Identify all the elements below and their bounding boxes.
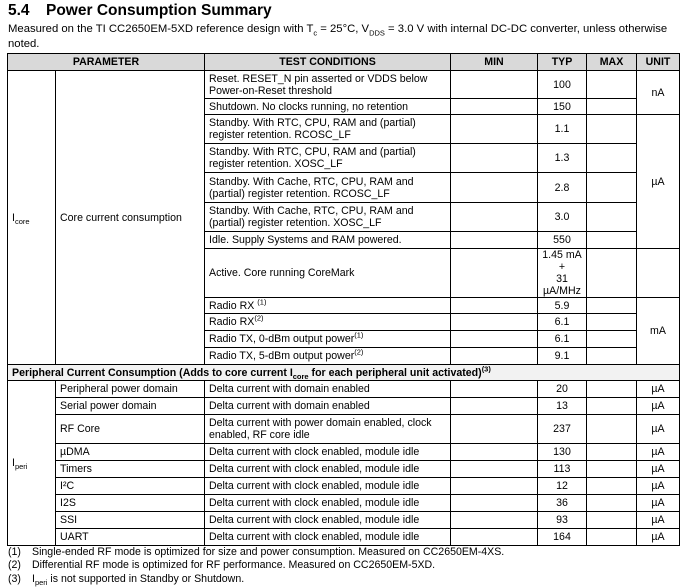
min-value (451, 173, 538, 203)
peripheral-name: I²C (56, 478, 205, 495)
typ-value: 130 (538, 444, 587, 461)
footnote (8, 546, 504, 559)
footnote-text: is not supported in Standby or Shutdown. (47, 572, 245, 585)
min-value (451, 415, 538, 444)
typ-value: 5.9 (538, 298, 587, 314)
cond-text: Radio RX (209, 316, 255, 328)
min-value (451, 203, 538, 232)
footnote-mark: (1) (8, 546, 21, 558)
peripheral-subheading (8, 365, 680, 381)
footnote-ref: (3) (481, 364, 491, 373)
test-condition: Delta current with domain enabled (205, 381, 451, 398)
unit-cell: µA (637, 478, 680, 495)
subheading-text-b: for each peripheral unit activated) (308, 366, 482, 379)
min-value (451, 144, 538, 173)
min-value (451, 249, 538, 298)
core-symbol-sub: core (14, 216, 30, 226)
typ-value: 9.1 (538, 348, 587, 365)
header-max: MAX (587, 54, 637, 71)
intro-sub-1: c (313, 28, 318, 38)
unit-cell: µA (637, 398, 680, 415)
max-value (587, 381, 637, 398)
cond-text: Radio TX, 0-dBm output power (209, 333, 355, 345)
max-value (587, 529, 637, 546)
table-row (8, 381, 680, 398)
header-unit: UNIT (637, 54, 680, 71)
max-value (587, 512, 637, 529)
min-value (451, 512, 538, 529)
max-value (587, 495, 637, 512)
peripheral-name: µDMA (56, 444, 205, 461)
max-value (587, 444, 637, 461)
max-value (587, 415, 637, 444)
unit-cell: µA (637, 495, 680, 512)
header-typ: TYP (538, 54, 587, 71)
max-value (587, 461, 637, 478)
table-row (8, 415, 680, 444)
test-condition: Delta current with clock enabled, module idle (205, 495, 451, 512)
core-symbol (8, 71, 56, 365)
peripheral-name: RF Core (56, 415, 205, 444)
footnote-ref: (1) (257, 297, 267, 306)
unit-cell: µA (637, 115, 680, 249)
max-value (587, 99, 637, 115)
table-row (8, 529, 680, 546)
table-row (8, 444, 680, 461)
subheading-text-a: Peripheral Current Consumption (Adds to core current I (12, 366, 293, 379)
max-value (587, 331, 637, 348)
test-condition: Delta current with clock enabled, module idle (205, 512, 451, 529)
max-value (587, 144, 637, 173)
table-row (8, 71, 680, 99)
footnote-text: Differential RF mode is optimized for RF performance. Measured on CC2650EM-5XD. (32, 559, 436, 572)
min-value (451, 115, 538, 144)
cond-text: Radio RX (209, 299, 258, 312)
intro-text-3: = 3.0 V with internal DC-DC converter, unless otherwise noted. (8, 23, 668, 50)
max-value (587, 398, 637, 415)
unit-cell: µA (637, 444, 680, 461)
typ-value: 550 (538, 232, 587, 249)
typ-value: 36 (538, 495, 587, 512)
min-value (451, 71, 538, 99)
test-condition: Active. Core running CoreMark (205, 249, 451, 298)
min-value (451, 478, 538, 495)
test-condition: Delta current with clock enabled, module idle (205, 478, 451, 495)
typ-value: 164 (538, 529, 587, 546)
table-row (8, 478, 680, 495)
peripheral-name: Serial power domain (56, 398, 205, 415)
footnote-ref: (1) (354, 330, 364, 340)
unit-cell: µA (637, 461, 680, 478)
typ-value: 12 (538, 478, 587, 495)
test-condition: Shutdown. No clocks running, no retention (205, 99, 451, 115)
footnote-symbol: I (32, 572, 35, 585)
intro-text-1: Measured on the TI CC2650EM-5XD reference design with T (8, 23, 314, 35)
unit-cell: mA (637, 298, 680, 365)
footnote-mark: (2) (8, 559, 21, 572)
footnote-ref: (2) (354, 347, 364, 357)
peripheral-name: UART (56, 529, 205, 546)
min-value (451, 298, 538, 314)
test-condition: Standby. With RTC, CPU, RAM and (partial) register retention. XOSC_LF (205, 144, 451, 173)
min-value (451, 99, 538, 115)
footnotes (8, 546, 504, 586)
table-row (8, 461, 680, 478)
test-condition: Standby. With RTC, CPU, RAM and (partial) register retention. RCOSC_LF (205, 115, 451, 144)
header-test-conditions: TEST CONDITIONS (205, 54, 451, 71)
test-condition: Reset. RESET_N pin asserted or VDDS below Power-on-Reset threshold (205, 71, 451, 99)
intro-sub-2: DDS (369, 28, 385, 38)
typ-value: 150 (538, 99, 587, 115)
section-title: Power Consumption Summary (46, 2, 272, 19)
footnote-symbol-sub: peri (34, 577, 48, 587)
unit-cell: µA (637, 381, 680, 398)
typ-value: 3.0 (538, 203, 587, 232)
max-value (587, 71, 637, 99)
unit-cell (637, 249, 680, 298)
max-value (587, 173, 637, 203)
subheading-sub: core (292, 371, 309, 381)
peri-symbol-sub: peri (14, 462, 28, 472)
typ-value: 6.1 (538, 314, 587, 331)
table-row (8, 512, 680, 529)
intro-text-2: = 25°C, V (317, 23, 370, 35)
footnote (8, 573, 504, 586)
peri-symbol (8, 381, 56, 546)
min-value (451, 331, 538, 348)
core-description: Core current consumption (56, 71, 205, 365)
footnote-ref: (2) (254, 313, 264, 323)
unit-cell: µA (637, 512, 680, 529)
test-condition: Delta current with clock enabled, module idle (205, 444, 451, 461)
peripheral-name: Timers (56, 461, 205, 478)
typ-value: 13 (538, 398, 587, 415)
max-value (587, 249, 637, 298)
typ-value: 1.1 (538, 115, 587, 144)
test-condition (205, 331, 451, 348)
min-value (451, 461, 538, 478)
unit-cell: nA (637, 71, 680, 115)
footnote-mark: (3) (8, 572, 21, 585)
test-condition (205, 298, 451, 314)
typ-value: 6.1 (538, 331, 587, 348)
typ-line-2: 31 µA/MHz (543, 273, 581, 297)
table-row (8, 398, 680, 415)
test-condition: Standby. With Cache, RTC, CPU, RAM and (partial) register retention. XOSC_LF (205, 203, 451, 232)
typ-value: 113 (538, 461, 587, 478)
test-condition: Delta current with clock enabled, module idle (205, 529, 451, 546)
section-number: 5.4 (8, 2, 30, 19)
section-heading (8, 0, 272, 22)
typ-line-1: 1.45 mA + (542, 249, 582, 273)
min-value (451, 444, 538, 461)
typ-value: 1.3 (538, 144, 587, 173)
unit-cell: µA (637, 529, 680, 546)
header-row (8, 54, 680, 71)
unit-cell: µA (637, 415, 680, 444)
test-condition: Standby. With Cache, RTC, CPU, RAM and (partial) register retention. RCOSC_LF (205, 173, 451, 203)
power-consumption-table (7, 53, 680, 546)
test-condition: Delta current with domain enabled (205, 398, 451, 415)
min-value (451, 398, 538, 415)
test-condition (205, 348, 451, 365)
max-value (587, 298, 637, 314)
peripheral-name: Peripheral power domain (56, 381, 205, 398)
footnote-text: Single-ended RF mode is optimized for size and power consumption. Measured on CC2650EM-4XS. (32, 546, 505, 558)
min-value (451, 381, 538, 398)
min-value (451, 232, 538, 249)
max-value (587, 203, 637, 232)
core-symbol-letter: I (12, 211, 15, 224)
typ-value (538, 249, 587, 298)
typ-value: 237 (538, 415, 587, 444)
intro-paragraph (8, 22, 684, 51)
min-value (451, 348, 538, 365)
typ-value: 2.8 (538, 173, 587, 203)
peripheral-name: SSI (56, 512, 205, 529)
test-condition: Delta current with power domain enabled, clock enabled, RF core idle (205, 415, 451, 444)
typ-value: 100 (538, 71, 587, 99)
typ-value: 93 (538, 512, 587, 529)
min-value (451, 495, 538, 512)
peripheral-subheading-row (8, 365, 680, 381)
max-value (587, 348, 637, 365)
footnote (8, 559, 504, 572)
min-value (451, 314, 538, 331)
max-value (587, 478, 637, 495)
peripheral-name: I2S (56, 495, 205, 512)
cond-text: Radio TX, 5-dBm output power (209, 350, 355, 362)
table-row (8, 495, 680, 512)
test-condition: Delta current with clock enabled, module idle (205, 461, 451, 478)
header-min: MIN (451, 54, 538, 71)
test-condition (205, 314, 451, 331)
typ-value: 20 (538, 381, 587, 398)
max-value (587, 232, 637, 249)
header-parameter: PARAMETER (8, 54, 205, 71)
peri-symbol-letter: I (12, 457, 15, 469)
max-value (587, 115, 637, 144)
max-value (587, 314, 637, 331)
test-condition: Idle. Supply Systems and RAM powered. (205, 232, 451, 249)
min-value (451, 529, 538, 546)
